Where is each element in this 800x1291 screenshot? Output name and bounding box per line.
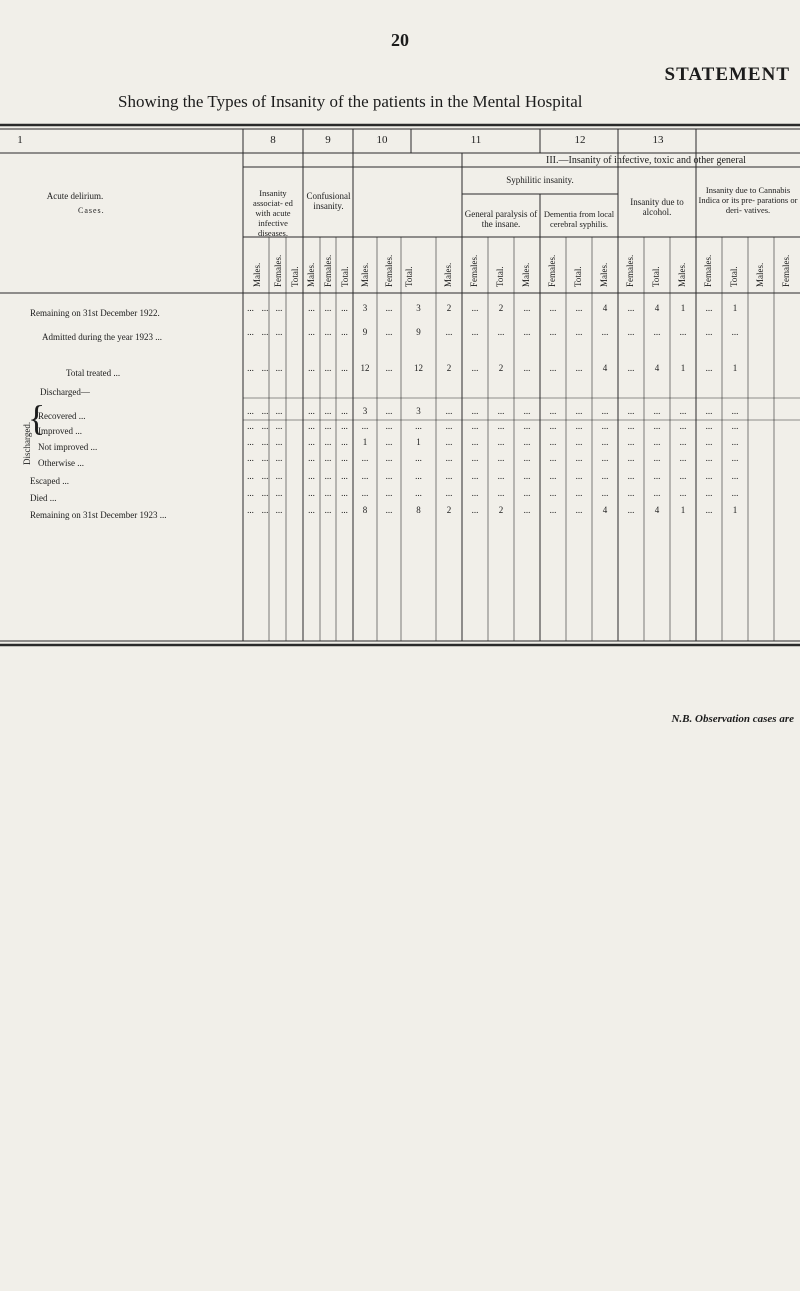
sub-header-females: Females. bbox=[384, 254, 394, 287]
table-cell: ... bbox=[549, 327, 557, 337]
col-number-12: 12 bbox=[574, 134, 586, 146]
table-cell: ... bbox=[497, 437, 505, 447]
table-cell: ... bbox=[471, 505, 479, 515]
table-cell: ... bbox=[261, 471, 269, 481]
row-label-admitted: Admitted during the year 1923 ... bbox=[42, 332, 162, 342]
table-cell: ... bbox=[497, 327, 505, 337]
table-cell: ... bbox=[679, 406, 687, 416]
table-cell: 2 bbox=[446, 505, 452, 515]
table-cell: 2 bbox=[446, 363, 452, 373]
col-number-10: 10 bbox=[376, 134, 388, 146]
table-cell: ... bbox=[627, 505, 635, 515]
table-cell: ... bbox=[341, 488, 348, 498]
table-cell: ... bbox=[705, 406, 713, 416]
table-cell: ... bbox=[471, 488, 479, 498]
table-cell: 2 bbox=[498, 505, 504, 515]
header-general-paralysis: General paralysis of the insane. bbox=[464, 209, 538, 229]
table-cell: ... bbox=[523, 327, 531, 337]
table-cell: ... bbox=[361, 453, 369, 463]
table-cell: ... bbox=[471, 406, 479, 416]
table-cell: ... bbox=[575, 437, 583, 447]
table-cell: ... bbox=[653, 488, 661, 498]
table-cell: ... bbox=[275, 303, 283, 313]
table-cell: ... bbox=[575, 303, 583, 313]
table-cell: ... bbox=[308, 421, 315, 431]
statement-title: STATEMENT bbox=[664, 64, 790, 85]
table-cell: ... bbox=[247, 437, 254, 447]
table-cell: 12 bbox=[360, 363, 370, 373]
table-cell: 8 bbox=[362, 505, 368, 515]
table-cell: ... bbox=[324, 437, 332, 447]
table-cell: ... bbox=[471, 363, 479, 373]
table-cell: ... bbox=[361, 488, 369, 498]
table-cell: ... bbox=[324, 471, 332, 481]
row-label-died: Died ... bbox=[30, 493, 57, 503]
table-cell: ... bbox=[627, 406, 635, 416]
table-cell: ... bbox=[679, 327, 687, 337]
table-cell: 1 bbox=[362, 437, 368, 447]
table-cell: 2 bbox=[498, 303, 504, 313]
table-cell: ... bbox=[341, 505, 348, 515]
table-cell: ... bbox=[627, 303, 635, 313]
table-cell: ... bbox=[385, 303, 393, 313]
table-cell: ... bbox=[247, 488, 254, 498]
table-cell: ... bbox=[308, 363, 315, 373]
table-cell: ... bbox=[471, 471, 479, 481]
sub-header-females: Females. bbox=[781, 254, 791, 287]
table-cell: ... bbox=[445, 406, 453, 416]
row-label-discharged: Discharged— bbox=[40, 387, 90, 397]
cases-label: Cases. bbox=[78, 206, 105, 215]
sub-header-total: Total. bbox=[573, 266, 583, 287]
table-cell: ... bbox=[415, 488, 422, 498]
table-cell: ... bbox=[341, 327, 348, 337]
table-cell: ... bbox=[361, 421, 369, 431]
table-cell: ... bbox=[308, 505, 315, 515]
table-cell: ... bbox=[549, 471, 557, 481]
table-cell: ... bbox=[679, 471, 687, 481]
table-cell: 1 bbox=[732, 303, 738, 313]
table-cell: 3 bbox=[362, 406, 368, 416]
table-cell: ... bbox=[308, 453, 315, 463]
table-cell: ... bbox=[497, 453, 505, 463]
discharged-brace: { bbox=[28, 398, 46, 438]
table-cell: ... bbox=[523, 488, 531, 498]
table-cell: ... bbox=[705, 421, 713, 431]
sub-header-males: Males. bbox=[306, 262, 316, 287]
table-cell: ... bbox=[705, 327, 713, 337]
table-cell: 3 bbox=[362, 303, 368, 313]
table-cell: ... bbox=[523, 453, 531, 463]
table-cell: ... bbox=[523, 437, 531, 447]
row-label-not-improved: Not improved ... bbox=[38, 442, 98, 452]
table-cell: ... bbox=[308, 327, 315, 337]
table-cell: ... bbox=[247, 421, 254, 431]
table-cell: ... bbox=[341, 363, 348, 373]
table-cell: ... bbox=[247, 406, 254, 416]
table-cell: ... bbox=[361, 471, 369, 481]
table-cell: ... bbox=[247, 327, 254, 337]
table-cell: ... bbox=[324, 303, 332, 313]
table-cell: ... bbox=[705, 488, 713, 498]
table-cell: 3 bbox=[416, 303, 421, 313]
table-cell: ... bbox=[549, 505, 557, 515]
table-cell: ... bbox=[549, 488, 557, 498]
table-cell: ... bbox=[731, 406, 739, 416]
table-cell: ... bbox=[575, 488, 583, 498]
footnote: N.B. Observation cases are bbox=[671, 713, 794, 725]
sub-header-total: Total. bbox=[404, 266, 414, 287]
table-cell: ... bbox=[341, 437, 348, 447]
table-cell: ... bbox=[575, 327, 583, 337]
table-cell: ... bbox=[549, 406, 557, 416]
table-cell: 9 bbox=[416, 327, 421, 337]
table-cell: ... bbox=[497, 421, 505, 431]
table-cell: ... bbox=[653, 327, 661, 337]
table-cell: ... bbox=[627, 363, 635, 373]
table-cell: ... bbox=[523, 303, 531, 313]
table-cell: ... bbox=[308, 437, 315, 447]
table-cell: ... bbox=[341, 453, 348, 463]
header-dementia: Dementia from local cerebral syphilis. bbox=[543, 209, 615, 229]
row-label-total-treated: Total treated ... bbox=[66, 368, 121, 378]
table-cell: ... bbox=[627, 327, 635, 337]
table-cell: ... bbox=[445, 421, 453, 431]
table-cell: ... bbox=[261, 505, 269, 515]
table-cell: ... bbox=[261, 327, 269, 337]
table-cell: ... bbox=[523, 363, 531, 373]
table-cell: ... bbox=[705, 303, 713, 313]
table-cell: ... bbox=[653, 421, 661, 431]
table-cell: ... bbox=[341, 303, 348, 313]
table-cell: ... bbox=[247, 505, 254, 515]
table-cell: ... bbox=[705, 363, 713, 373]
row-label-recovered: Recovered ... bbox=[38, 411, 86, 421]
table-cell: ... bbox=[275, 363, 283, 373]
sub-header-males: Males. bbox=[252, 262, 262, 287]
table-cell: ... bbox=[497, 471, 505, 481]
table-cell: ... bbox=[653, 406, 661, 416]
table-cell: 4 bbox=[602, 303, 608, 313]
table-cell: ... bbox=[731, 437, 739, 447]
table-cell: ... bbox=[575, 453, 583, 463]
table-cell: ... bbox=[385, 421, 393, 431]
table-cell: ... bbox=[731, 488, 739, 498]
table-cell: ... bbox=[275, 437, 283, 447]
sub-header-males: Males. bbox=[599, 262, 609, 287]
sub-header-females: Females. bbox=[547, 254, 557, 287]
table-cell: ... bbox=[523, 421, 531, 431]
table-cell: ... bbox=[385, 505, 393, 515]
table-cell: ... bbox=[705, 437, 713, 447]
table-cell: ... bbox=[471, 453, 479, 463]
table-cell: ... bbox=[523, 471, 531, 481]
table-cell: ... bbox=[261, 303, 269, 313]
sub-header-total: Total. bbox=[651, 266, 661, 287]
col-number-9: 9 bbox=[325, 134, 331, 146]
table-cell: ... bbox=[324, 406, 332, 416]
table-cell: ... bbox=[627, 437, 635, 447]
col-number-13: 13 bbox=[652, 134, 664, 146]
table-cell: ... bbox=[653, 453, 661, 463]
table-cell: ... bbox=[415, 421, 422, 431]
row-label-remaining-1922: Remaining on 31st December 1922. bbox=[30, 308, 160, 318]
table-cell: ... bbox=[601, 406, 609, 416]
table-cell: ... bbox=[308, 471, 315, 481]
table-cell: ... bbox=[341, 421, 348, 431]
table-cell: ... bbox=[497, 488, 505, 498]
table-cell: ... bbox=[445, 327, 453, 337]
table-cell: ... bbox=[679, 421, 687, 431]
table-cell: ... bbox=[653, 437, 661, 447]
table-cell: ... bbox=[385, 327, 393, 337]
table-cell: ... bbox=[308, 488, 315, 498]
table-cell: ... bbox=[653, 471, 661, 481]
table-cell: ... bbox=[415, 453, 422, 463]
col-number-1: 1 bbox=[17, 134, 23, 146]
table-cell: ... bbox=[261, 363, 269, 373]
table-cell: ... bbox=[731, 471, 739, 481]
row-label-otherwise: Otherwise ... bbox=[38, 458, 84, 468]
table-cell: ... bbox=[601, 453, 609, 463]
table-cell: ... bbox=[601, 471, 609, 481]
sub-header-males: Males. bbox=[360, 262, 370, 287]
sub-header-males: Males. bbox=[521, 262, 531, 287]
table-cell: ... bbox=[575, 363, 583, 373]
table-cell: ... bbox=[575, 421, 583, 431]
table-cell: 1 bbox=[732, 505, 738, 515]
table-cell: ... bbox=[679, 437, 687, 447]
table-cell: ... bbox=[275, 406, 283, 416]
table-cell: ... bbox=[261, 421, 269, 431]
sub-header-total: Total. bbox=[729, 266, 739, 287]
header-acute-delirium: Acute delirium. bbox=[46, 191, 104, 201]
col-number-8: 8 bbox=[270, 134, 276, 146]
header-cannabis: Insanity due to Cannabis Indica or its pre- parations or deri- vatives. bbox=[698, 185, 798, 215]
table-cell: ... bbox=[385, 363, 393, 373]
table-cell: ... bbox=[261, 453, 269, 463]
table-cell: ... bbox=[627, 471, 635, 481]
table-cell: 4 bbox=[602, 505, 608, 515]
table-cell: ... bbox=[731, 421, 739, 431]
table-cell: ... bbox=[445, 471, 453, 481]
table-cell: 3 bbox=[416, 406, 421, 416]
table-cell: ... bbox=[275, 453, 283, 463]
table-cell: ... bbox=[308, 303, 315, 313]
table-cell: 1 bbox=[680, 303, 686, 313]
table-cell: ... bbox=[324, 421, 332, 431]
insanity-statement-table bbox=[0, 123, 800, 653]
table-cell: ... bbox=[575, 406, 583, 416]
table-cell: ... bbox=[471, 303, 479, 313]
sub-header-males: Males. bbox=[755, 262, 765, 287]
sub-header-females: Females. bbox=[323, 254, 333, 287]
table-cell: ... bbox=[471, 421, 479, 431]
table-cell: ... bbox=[445, 488, 453, 498]
table-cell: ... bbox=[471, 327, 479, 337]
table-cell: ... bbox=[549, 437, 557, 447]
table-cell: ... bbox=[679, 453, 687, 463]
table-cell: ... bbox=[261, 406, 269, 416]
table-cell: ... bbox=[705, 471, 713, 481]
table-cell: ... bbox=[523, 406, 531, 416]
table-cell: ... bbox=[549, 453, 557, 463]
group-heading: III.—Insanity of infective, toxic and other general bbox=[546, 155, 746, 166]
table-cell: ... bbox=[324, 505, 332, 515]
table-cell: 2 bbox=[446, 303, 452, 313]
table-cell: ... bbox=[601, 421, 609, 431]
table-cell: ... bbox=[731, 453, 739, 463]
table-cell: ... bbox=[275, 471, 283, 481]
sub-header-females: Females. bbox=[273, 254, 283, 287]
table-cell: ... bbox=[385, 488, 393, 498]
table-cell: ... bbox=[247, 303, 254, 313]
table-cell: ... bbox=[341, 406, 348, 416]
row-label-remaining-1923: Remaining on 31st December 1923 ... bbox=[30, 510, 167, 520]
table-cell: ... bbox=[705, 505, 713, 515]
header-syphilitic: Syphilitic insanity. bbox=[506, 175, 574, 185]
table-cell: ... bbox=[575, 505, 583, 515]
table-cell: ... bbox=[275, 421, 283, 431]
table-cell: ... bbox=[385, 453, 393, 463]
table-cell: 12 bbox=[414, 363, 423, 373]
table-cell: ... bbox=[627, 488, 635, 498]
table-cell: ... bbox=[549, 363, 557, 373]
table-cell: ... bbox=[324, 488, 332, 498]
table-cell: ... bbox=[385, 471, 393, 481]
table-cell: ... bbox=[247, 453, 254, 463]
sub-header-total: Total. bbox=[340, 266, 350, 287]
table-cell: ... bbox=[261, 488, 269, 498]
discharged-side-label: Discharged. bbox=[22, 421, 32, 465]
header-confusional: Confusional insanity. bbox=[306, 191, 351, 211]
page-number: 20 bbox=[391, 30, 409, 50]
table-cell: ... bbox=[247, 471, 254, 481]
sub-header-males: Males. bbox=[443, 262, 453, 287]
table-cell: ... bbox=[385, 437, 393, 447]
row-label-escaped: Escaped ... bbox=[30, 476, 69, 486]
table-cell: ... bbox=[705, 453, 713, 463]
table-cell: 4 bbox=[602, 363, 608, 373]
table-cell: ... bbox=[549, 421, 557, 431]
table-cell: ... bbox=[627, 421, 635, 431]
table-cell: ... bbox=[627, 453, 635, 463]
table-cell: 4 bbox=[654, 505, 660, 515]
table-cell: ... bbox=[247, 363, 254, 373]
table-cell: ... bbox=[679, 488, 687, 498]
table-cell: ... bbox=[523, 505, 531, 515]
table-cell: ... bbox=[261, 437, 269, 447]
table-cell: ... bbox=[445, 453, 453, 463]
table-cell: ... bbox=[415, 471, 422, 481]
table-cell: ... bbox=[341, 471, 348, 481]
table-cell: ... bbox=[601, 437, 609, 447]
sub-header-females: Females. bbox=[703, 254, 713, 287]
table-cell: ... bbox=[324, 327, 332, 337]
row-label-improved: Improved ... bbox=[38, 426, 82, 436]
table-cell: ... bbox=[497, 406, 505, 416]
table-subtitle: Showing the Types of Insanity of the patients in the Mental Hospital bbox=[118, 92, 583, 111]
table-cell: ... bbox=[275, 488, 283, 498]
header-insanity-infective: Insanity associat- ed with acute infective diseases. bbox=[253, 188, 293, 238]
sub-header-total: Total. bbox=[495, 266, 505, 287]
table-cell: ... bbox=[549, 303, 557, 313]
sub-header-total: Total. bbox=[290, 266, 300, 287]
table-cell: ... bbox=[601, 327, 609, 337]
table-cell: 1 bbox=[680, 363, 686, 373]
sub-header-males: Males. bbox=[677, 262, 687, 287]
table-cell: ... bbox=[275, 505, 283, 515]
header-alcohol: Insanity due to alcohol. bbox=[630, 197, 684, 217]
table-cell: ... bbox=[731, 327, 739, 337]
table-cell: 4 bbox=[654, 363, 660, 373]
table-cell: 1 bbox=[732, 363, 738, 373]
table-cell: ... bbox=[445, 437, 453, 447]
table-cell: ... bbox=[575, 471, 583, 481]
table-cell: 4 bbox=[654, 303, 660, 313]
table-cell: ... bbox=[471, 437, 479, 447]
table-cell: ... bbox=[275, 327, 283, 337]
table-cell: 1 bbox=[680, 505, 686, 515]
table-cell: ... bbox=[385, 406, 393, 416]
table-cell: ... bbox=[308, 406, 315, 416]
table-cell: ... bbox=[324, 453, 332, 463]
table-cell: ... bbox=[601, 488, 609, 498]
col-number-11: 11 bbox=[470, 134, 482, 146]
table-cell: 1 bbox=[416, 437, 421, 447]
sub-header-females: Females. bbox=[625, 254, 635, 287]
sub-header-females: Females. bbox=[469, 254, 479, 287]
table-cell: 8 bbox=[416, 505, 421, 515]
table-cell: 9 bbox=[362, 327, 368, 337]
table-cell: 2 bbox=[498, 363, 504, 373]
table-cell: ... bbox=[324, 363, 332, 373]
